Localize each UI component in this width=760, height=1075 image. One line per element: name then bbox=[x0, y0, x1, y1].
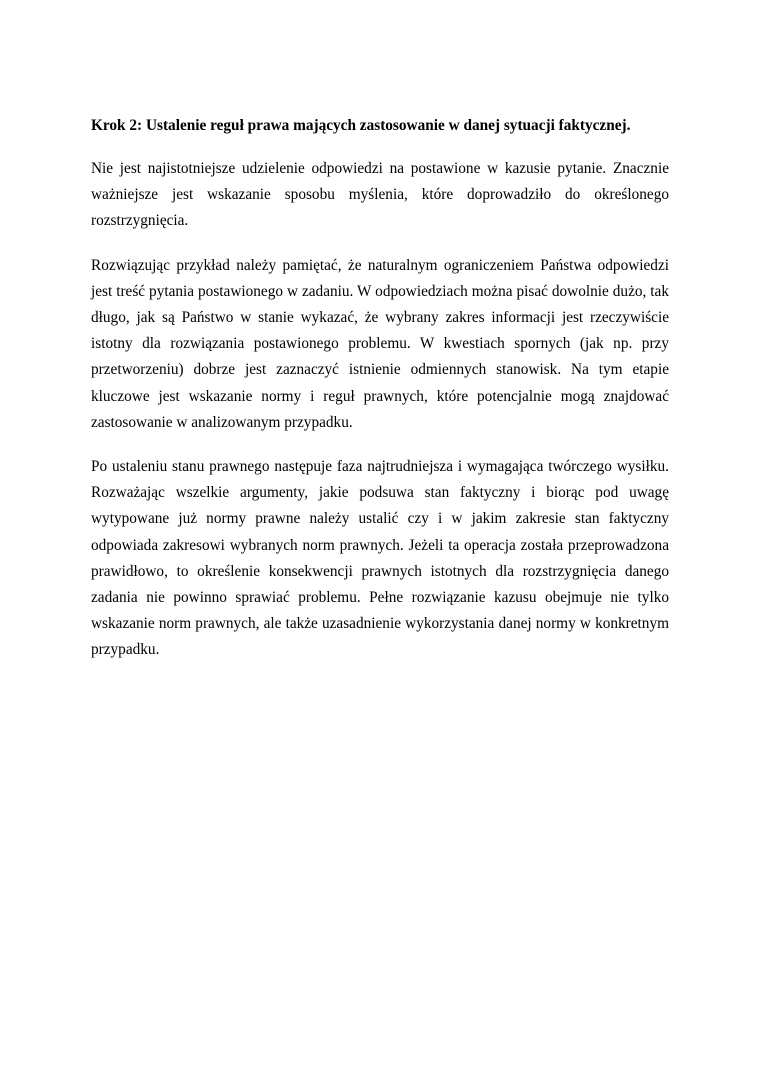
paragraph-2: Rozwiązując przykład należy pamiętać, że naturalnym ograniczeniem Państwa odpowiedzi jest treść pytania postawionego w zadaniu. W odpowiedziach można pisać dowolnie dużo, tak długo, jak są Państwo w stanie wykazać, że wybrany zakres informacji jest rzeczywiście istotny dla rozwiązania postawionego problemu. W kwestiach spornych (jak np. przy przetworzeniu) dobrze jest zaznaczyć istnienie odmiennych stanowisk. Na tym etapie kluczowe jest wskazanie normy i reguł prawnych, które potencjalnie mogą znajdować zastosowanie w analizowanym przypadku. bbox=[91, 256, 669, 431]
paragraph-3: Po ustaleniu stanu prawnego następuje faza najtrudniejsza i wymagająca twórczego wysiłku. Rozważając wszelkie argumenty, jakie podsuwa stan faktyczny i biorąc pod uwagę wytypowane już normy prawne należy ustalić czy i w jakim zakresie stan faktyczny odpowiada zakresowi wybranych norm prawnych. Jeżeli ta operacja została przeprowadzona prawidłowo, to określenie konsekwencji prawnych istotnych dla rozstrzygnięcia danego zadania nie powinno sprawiać problemu. Pełne rozwiązanie kazusu obejmuje nie tylko wskazanie norm prawnych, ale także uzasadnienie wykorzystania danej normy w konkretnym przypadku. bbox=[91, 458, 669, 659]
paragraph-1: Nie jest najistotniejsze udzielenie odpowiedzi na postawione w kazusie pytanie. Znacznie ważniejsze jest wskazanie sposobu myślenia, które doprowadziło do określonego rozstrzygnięcia. bbox=[91, 160, 669, 230]
section-heading: Krok 2: Ustalenie reguł prawa mających zastosowanie w danej sytuacji faktycznej. bbox=[91, 117, 631, 134]
document-body bbox=[91, 116, 669, 682]
